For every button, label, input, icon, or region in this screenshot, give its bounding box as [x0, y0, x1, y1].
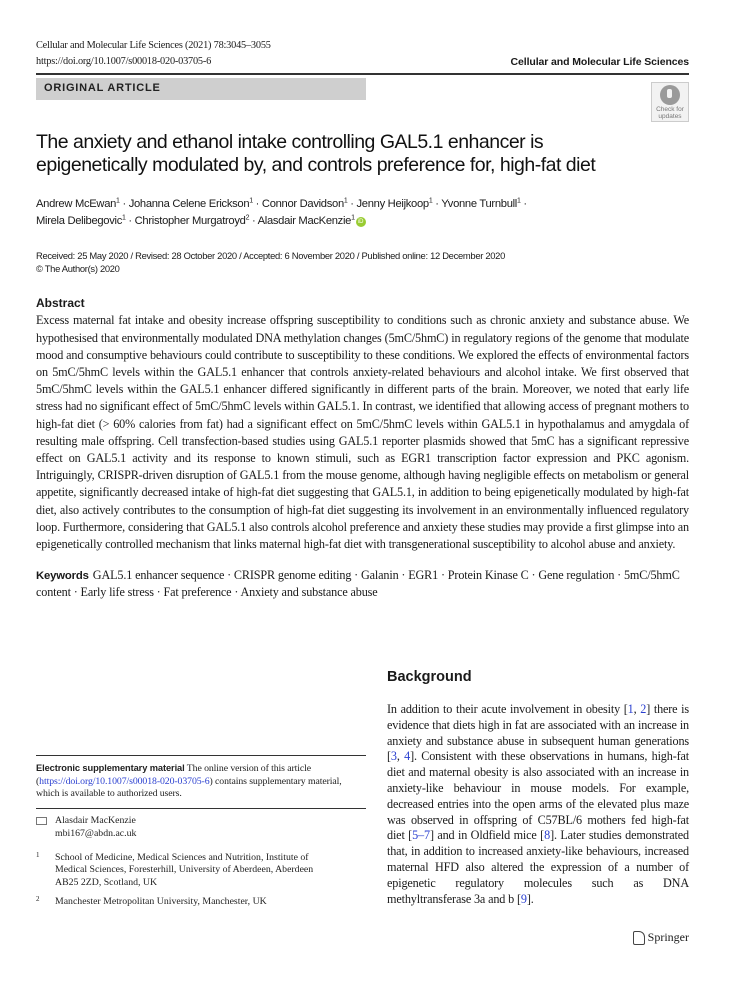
citation-link[interactable]: 3 [390, 749, 397, 764]
springer-horse-icon [633, 931, 645, 945]
background-heading: Background [387, 669, 472, 685]
author-affiliation-number: 1 [122, 213, 126, 221]
front-matter [36, 131, 689, 600]
author-affiliation-number: 1 [516, 197, 521, 205]
orcid-icon[interactable]: iD [356, 217, 366, 227]
esm-label: Electronic supplementary material [36, 763, 185, 773]
envelope-icon [36, 817, 47, 825]
keywords [36, 567, 689, 600]
affiliation [36, 896, 336, 909]
article-title: The anxiety and ethanol intake controlling GAL5.1 enhancer is epigenetically modulated by, and controls preference for, high-fat diet [36, 131, 596, 176]
author-name: Alasdair MacKenzie [257, 214, 352, 227]
citation-link[interactable]: 1 [627, 702, 634, 716]
publication-dates [36, 250, 689, 275]
author-name: Christopher Murgatroyd [134, 214, 246, 227]
footnotes [36, 755, 366, 908]
esm-text-end: ) contains supplementary material, which is available to authorized users. [36, 775, 342, 800]
citation-link[interactable]: 2 [640, 702, 647, 716]
abstract-text: Excess maternal fat intake and obesity increase offspring susceptibility to conditions such as chronic anxiety and substance abuse. We hypothesised that environmentally modulated DNA methylation changes (5mC/5hmC) in regulatory regions of the genome that modulate mood and consumptive behaviours could contribute to susceptibility to these conditions. We explored the effects of environmental factors on 5mC/5hmC levels within the GAL5.1 enhancer that controls anxiety-related behaviours and alcohol intake. We first observed that 5mC/5hmC levels within the GAL5.1 enhancer differed significantly in different parts of the brain. Moreover, we noted that early life stress had no significant effect of 5mC/5hmC levels within GAL5.1. In contrast, we identified that allowing access of pregnant mothers to high-fat diet (> 60% calories from fat) had a significant effect on 5mC/5hmC levels within GAL5.1 in hypothalamus and amygdala of resulting male offspring. Cell transfection-based studies using GAL5.1 reporter plasmids showed that 5mC has a significant repressive effect on GAL5.1 activity and its response to known stimuli, such as EGR1 transcription factor expression and PKC agonism. Intriguingly, CRISPR-driven disruption of GAL5.1 from the mouse genome, although having negligible effects on metabolism or general appetite, significantly decreased intake of high-fat diet suggesting that GAL5.1, in addition to being epigenetically modulated by high-fat diet, also actively contributes to the consumption of high-fat diet suggesting its involvement in an environmentally influenced regulatory loop. Furthermore, considering that GAL5.1 also controls alcohol preference and anxiety these studies may provide a first glimpse into an epigenetically controlled mechanism that links maternal high-fat diet with transgenerational susceptibility to alcohol abuse and anxiety. [36, 313, 689, 552]
body-text: In addition to their acute involvement in obesity [ [387, 702, 628, 716]
author-affiliation-number: 2 [245, 213, 250, 221]
author-name: Jenny Heijkoop [356, 198, 429, 211]
author-name: Mirela Delibegovic [36, 214, 123, 227]
journal-name: Cellular and Molecular Life Sciences [510, 56, 689, 68]
abstract-heading: Abstract [36, 296, 85, 311]
aff-text: Manchester Metropolitan University, Manchester, UK [55, 895, 267, 907]
body-text: ]. Later studies demonstrated that, in addition to increased anxiety-like behaviours, increased maternal HFD also altered the expression of a number of epigenetic regulatory molecules such as DNA methyltransferase 3a and b [ [387, 828, 689, 906]
publisher-name: Springer [647, 930, 689, 944]
journal-citation: Cellular and Molecular Life Sciences (2021) 78:3045–3055 [36, 40, 271, 51]
doi-link[interactable]: https://doi.org/10.1007/s00018-020-03705-6 [36, 56, 212, 67]
citation-link[interactable]: 9 [520, 891, 527, 906]
body-text: ] and in Oldfield mice [ [429, 828, 545, 843]
body-text: , [633, 702, 641, 716]
publisher-logo [633, 930, 689, 945]
aff-number: 2 [36, 894, 40, 903]
author-affiliation-number: 1 [343, 197, 348, 205]
corr-email[interactable]: mbi167@abdn.ac.uk [55, 827, 137, 839]
esm-text: The online version of this article ( [36, 763, 311, 787]
body-text: , [396, 749, 405, 764]
affiliation [36, 852, 336, 890]
article-type-banner: ORIGINAL ARTICLE [36, 78, 366, 100]
body-text: ]. [526, 891, 534, 906]
check-for-updates-button[interactable] [651, 82, 689, 122]
check-updates-icon [660, 85, 680, 105]
aff-text: School of Medicine, Medical Sciences and Nutrition, Institute of Medical Sciences, Foresterhill, University of Aberdeen, Aberdeen AB25 2ZD, Scotland, UK [55, 851, 314, 888]
aff-number: 1 [36, 850, 40, 859]
citation-link[interactable]: 5–7 [412, 828, 430, 843]
body-text: ] there is evidence that diets high in fat are associated with an increase in anxiety and substance abuse in subsequent human generations [ [387, 702, 690, 764]
author-affiliation-number: 1 [249, 197, 253, 205]
citation-link[interactable]: 4 [404, 749, 411, 764]
author-list: Andrew McEwan$^1$ · Johanna Celene Erickson$^1$ · Connor Davidson$^1$ · Jenny Heijkoop$^1$ · Yvonne Turnbull$^1$ · Mirela Delibegovic$^1$ · Christopher Murgatroyd$^2$ · Alasdair MacKenzie$^1$iD [36, 197, 527, 227]
correspondence [36, 815, 366, 840]
body-text: ]. Consistent with these observations in humans, high-fat diet and maternal obesity is also associated with an increase in anxiety-like behaviour in mouse models. For example, decreased entries into the open arms of the elevated plus maze was observed in offspring of C57BL/6 mothers fed high-fat diet [ [387, 749, 690, 843]
corr-name: Alasdair MacKenzie [55, 815, 136, 827]
author-name: Andrew McEwan [36, 198, 117, 211]
check-updates-label-2: updates [658, 113, 682, 120]
author-affiliation-number: 1 [428, 197, 433, 205]
author-affiliation-number: 1 [116, 197, 120, 205]
author-affiliation-number: 1 [351, 213, 355, 221]
copyright: © The Author(s) 2020 [36, 262, 120, 274]
footnote-rule-2 [36, 808, 366, 809]
author-name: Johanna Celene Erickson [128, 198, 250, 211]
keywords-text: GAL5.1 enhancer sequence · CRISPR genome editing · Galanin · EGR1 · Protein Kinase C · Gene regulation · 5mC/5hmC content · Early life stress · Fat preference · Anxiety and substance abuse [36, 568, 680, 600]
keywords-label: Keywords [36, 570, 89, 583]
author-name: Yvonne Turnbull [441, 198, 517, 211]
footnote-rule [36, 755, 366, 756]
background-paragraph [387, 702, 689, 907]
dates-line: Received: 25 May 2020 / Revised: 28 October 2020 / Accepted: 6 November 2020 / Published online: 12 December 2020 [36, 250, 506, 262]
check-updates-label-1: Check for [656, 106, 684, 113]
author-name: Connor Davidson [261, 198, 344, 211]
esm-link[interactable]: https://doi.org/10.1007/s00018-020-03705-6 [39, 775, 210, 787]
citation-link[interactable]: 8 [544, 828, 551, 843]
supplementary-note [36, 762, 366, 801]
header-rule [36, 73, 689, 75]
